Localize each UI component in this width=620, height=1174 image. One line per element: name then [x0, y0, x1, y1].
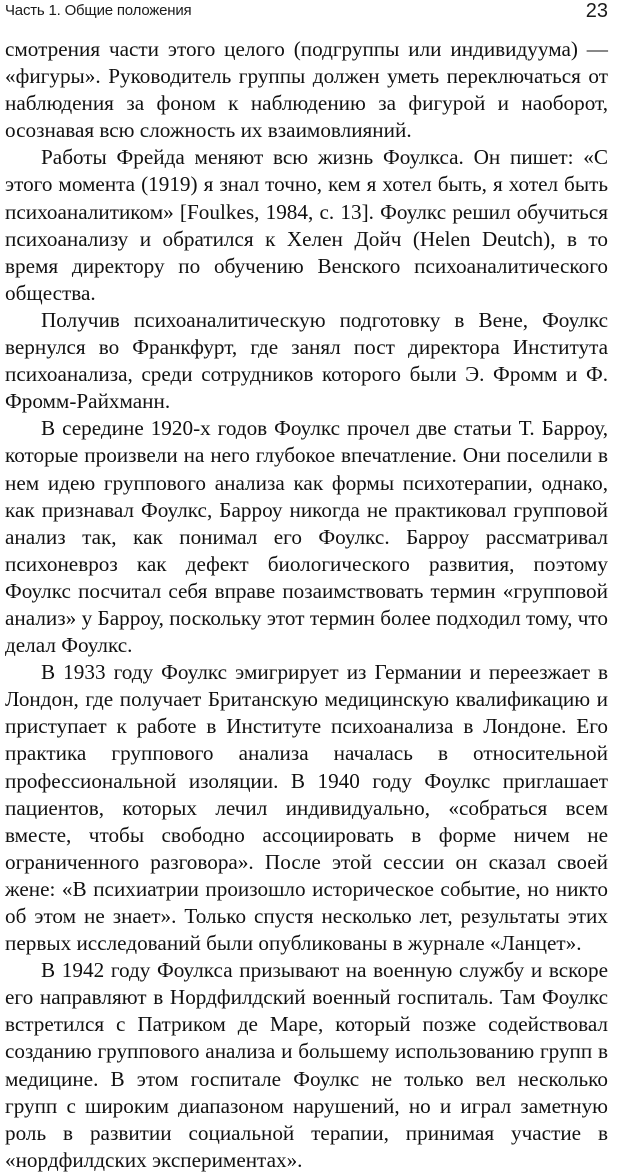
paragraph-2: Работы Фрейда меняют всю жизнь Фоулкса. Он пишет: «С этого момента (1919) я знал точно, кем я хотел быть, я хотел быть психоаналитиком» [Foulkes, 1984, с. 13]. Фоулкс решил обучиться психоанализу и обратился к Хелен Дойч (Helen Deutch), в то время директору по обучению Венского психоаналитического общества. — [5, 145, 608, 305]
chapter-title: Часть 1. Общие положения — [5, 2, 192, 19]
page-number: 23 — [585, 0, 608, 22]
body-text — [5, 36, 608, 1174]
paragraph-4: В середине 1920-х годов Фоулкс прочел две статьи Т. Барроу, которые произвели на него глубокое впечатление. Они поселили в нем идею группового анализа как формы психотерапии, однако, как признавал Фоулкс, Барроу никогда не практиковал групповой анализ так, как понимал его Фоулкс. Барроу рассматривал психоневроз как дефект биологического развития, поэтому Фоулкс посчитал себя вправе позаимствовать термин «групповой анализ» у Барроу, поскольку этот термин более подходил тому, что делал Фоулкс. — [5, 416, 608, 658]
paragraph-6: В 1942 году Фоулкса призывают на военную службу и вскоре его направляют в Нордфилдский военный госпиталь. Там Фоулкс встретился с Патриком де Маре, который позже содействовал созданию группового анализа и большему использованию групп в медицине. В этом госпитале Фоулкс не только вел несколько групп с широким диапазоном нарушений, но и играл заметную роль в развитии социальной терапии, принимая участие в «нордфилдских экспериментах». — [5, 958, 608, 1172]
running-header — [5, 0, 608, 28]
paragraph-3: Получив психоаналитическую подготовку в Вене, Фоулкс вернулся во Франкфурт, где занял пост директора Института психоанализа, среди сотрудников которого были Э. Фромм и Ф. Фромм-Райхманн. — [5, 307, 608, 414]
paragraph-5: В 1933 году Фоулкс эмигрирует из Германии и переезжает в Лондон, где получает Британскую медицинскую квалификацию и приступает к работе в Институте психоанализа в Лондоне. Его практика группового анализа началась в относительной профессиональной изоляции. В 1940 году Фоулкс приглашает пациентов, которых лечил индивидуально, «собраться всем вместе, чтобы свободно ассоциировать в форме ничем не ограниченного разговора». После этой сессии он сказал своей жене: «В психиатрии произошло историческое событие, но никто об этом не знает». Только спустя несколько лет, результаты этих первых исследований были опубликованы в журнале «Ланцет». — [5, 660, 608, 956]
paragraph-1: смотрения части этого целого (подгруппы или индивидуума) — «фигуры». Руководитель группы должен уметь переключаться от наблюдения за фоном к наблюдению за фигурой и наоборот, осознавая всю сложность их взаимовлияний. — [5, 37, 608, 143]
